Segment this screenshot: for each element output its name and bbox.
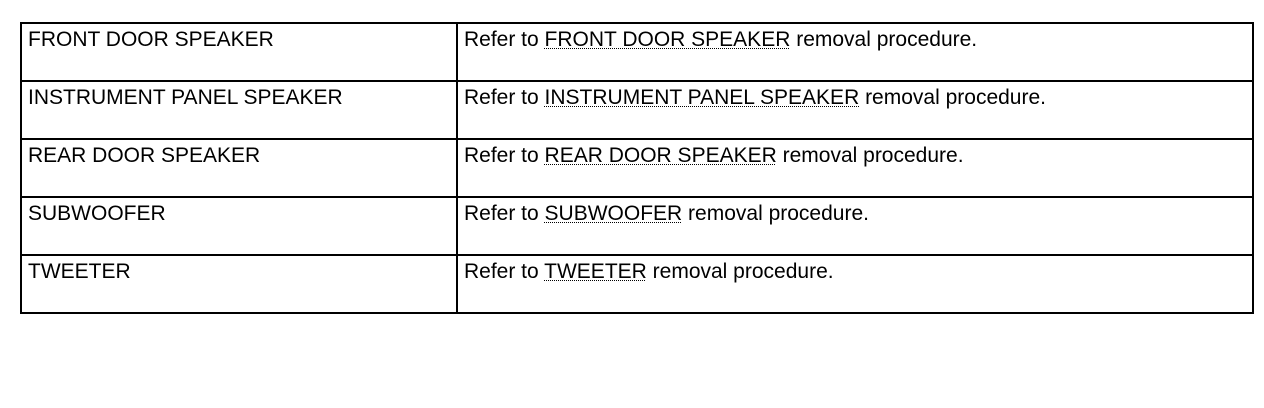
procedure-cell (457, 23, 1253, 81)
procedure-prefix: Refer to (464, 202, 545, 225)
procedure-suffix: removal procedure. (682, 202, 869, 225)
table-row (21, 139, 1253, 197)
procedure-suffix: removal procedure. (790, 28, 978, 51)
component-name: FRONT DOOR SPEAKER (28, 28, 274, 51)
component-name: INSTRUMENT PANEL SPEAKER (28, 86, 343, 109)
procedure-suffix: removal procedure. (859, 86, 1046, 109)
procedure-prefix: Refer to (464, 28, 545, 51)
component-name-cell (21, 255, 457, 313)
removal-procedure-table (20, 22, 1254, 314)
procedure-reference-link[interactable]: INSTRUMENT PANEL SPEAKER (544, 86, 860, 109)
table-row (21, 23, 1253, 81)
procedure-prefix: Refer to (464, 144, 545, 167)
component-name: SUBWOOFER (28, 202, 166, 225)
procedure-suffix: removal procedure. (776, 144, 964, 167)
component-name-cell (21, 197, 457, 255)
procedure-cell (457, 255, 1253, 313)
procedure-cell (457, 197, 1253, 255)
procedure-cell (457, 81, 1253, 139)
component-name: REAR DOOR SPEAKER (28, 144, 261, 167)
procedure-suffix: removal procedure. (646, 260, 834, 283)
procedure-prefix: Refer to (464, 86, 545, 109)
procedure-reference-link[interactable]: REAR DOOR SPEAKER (544, 144, 777, 167)
component-name-cell (21, 139, 457, 197)
procedure-prefix: Refer to (464, 260, 545, 283)
table-row (21, 255, 1253, 313)
procedure-reference-link[interactable]: TWEETER (544, 260, 647, 283)
procedure-reference-link[interactable]: FRONT DOOR SPEAKER (544, 28, 791, 51)
table-row (21, 197, 1253, 255)
component-name-cell (21, 81, 457, 139)
table-row (21, 81, 1253, 139)
component-name-cell (21, 23, 457, 81)
component-name: TWEETER (28, 260, 131, 283)
procedure-cell (457, 139, 1253, 197)
procedure-reference-link[interactable]: SUBWOOFER (544, 202, 683, 225)
